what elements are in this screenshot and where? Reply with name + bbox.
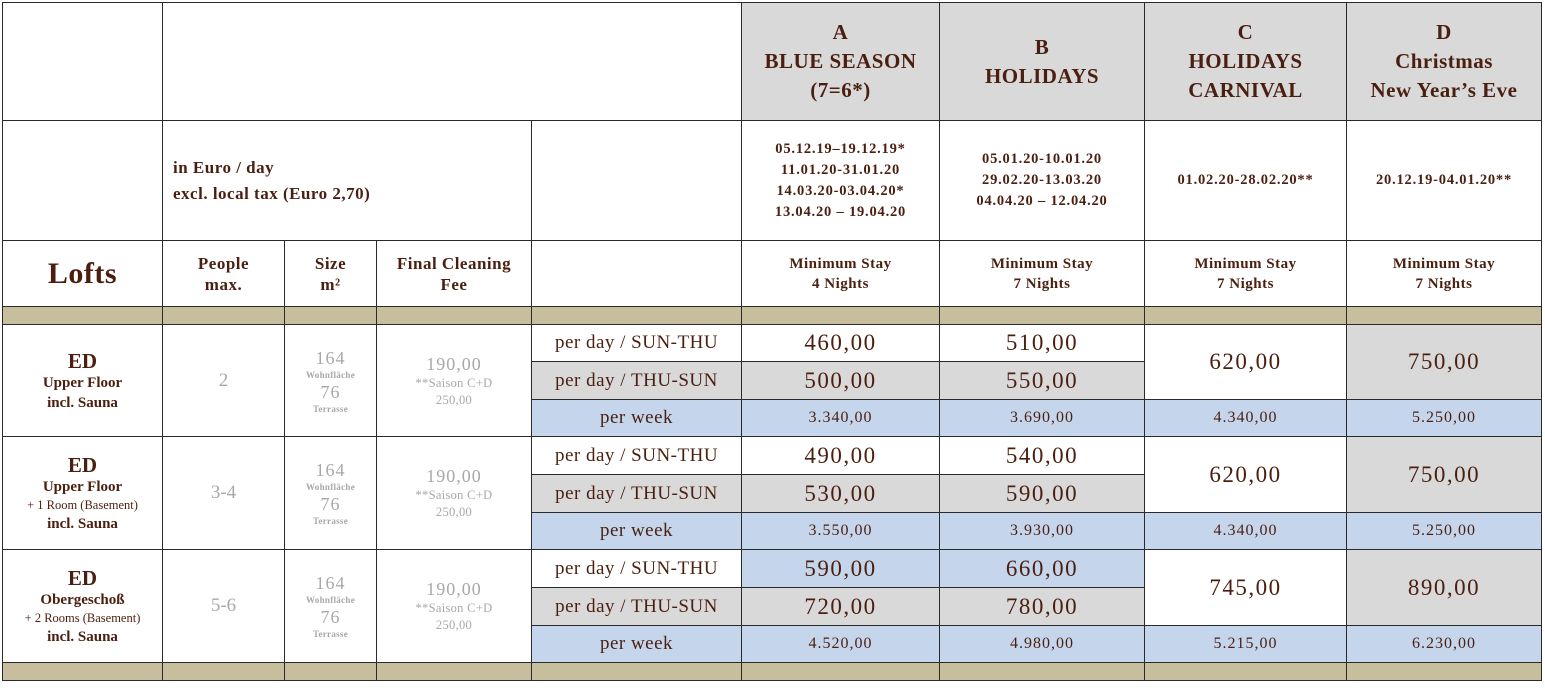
date-range: 04.04.20 – 12.04.20	[976, 193, 1108, 209]
loft-1-d-week: 5.250,00	[1347, 400, 1542, 437]
loft-2-c-week: 4.340,00	[1145, 513, 1347, 550]
loft-3-c-week: 5.215,00	[1145, 626, 1347, 663]
fee-header-line: Fee	[440, 274, 468, 294]
loft-1-a-thu-sun: 500,00	[742, 362, 940, 400]
season-a-header	[742, 3, 940, 121]
season-b-min-stay	[940, 241, 1145, 307]
currency-note: in Euro / day	[173, 157, 275, 177]
period-week: per week	[532, 513, 742, 550]
season-c-dates	[1145, 121, 1347, 241]
loft-2-a-week: 3.550,00	[742, 513, 940, 550]
loft-1-b-week: 3.690,00	[940, 400, 1145, 437]
table-row	[3, 437, 1542, 475]
loft-2-size	[285, 437, 377, 550]
season-b-title: HOLIDAYS	[984, 63, 1100, 88]
loft-1-a-sun-thu: 460,00	[742, 325, 940, 362]
fee-alt: 250,00	[435, 618, 473, 632]
loft-floor: Obergeschoß	[40, 591, 125, 608]
table-row	[3, 325, 1542, 362]
season-b-letter: B	[1034, 34, 1050, 59]
size-living-label: Wohnfläche	[305, 595, 355, 605]
season-d-subtitle: New Year’s Eve	[1370, 78, 1518, 102]
price-table	[2, 2, 1542, 681]
lofts-title: Lofts	[3, 241, 163, 307]
period-sun-thu: per day / SUN-THU	[532, 550, 742, 588]
size-terrace: 76	[320, 494, 341, 514]
period-thu-sun: per day / THU-SUN	[532, 475, 742, 513]
fee-note: **Saison C+D	[415, 601, 493, 615]
fee-alt: 250,00	[435, 392, 473, 407]
loft-rooms: + 1 Room (Basement)	[27, 497, 138, 512]
loft-2-name	[3, 437, 163, 550]
fee-note: **Saison C+D	[415, 375, 493, 390]
loft-sauna: incl. Sauna	[47, 515, 118, 532]
date-range: 20.12.19-04.01.20**	[1375, 172, 1513, 188]
loft-2-d-day: 750,00	[1347, 437, 1542, 513]
date-range: 01.02.20-28.02.20**	[1177, 172, 1314, 188]
loft-2-fee	[377, 437, 532, 550]
people-header-line: max.	[204, 274, 243, 294]
season-c-min-stay	[1145, 241, 1347, 307]
loft-3-a-sun-thu: 590,00	[742, 550, 940, 588]
loft-2-people: 3-4	[163, 437, 285, 550]
min-stay-label: Minimum Stay	[1194, 255, 1297, 272]
season-d-min-stay	[1347, 241, 1542, 307]
loft-3-b-week: 4.980,00	[940, 626, 1145, 663]
size-living: 164	[315, 460, 346, 480]
season-d-header	[1347, 3, 1542, 121]
empty-corner	[3, 3, 163, 121]
loft-1-people: 2	[163, 325, 285, 437]
loft-rooms: + 2 Rooms (Basement)	[24, 610, 141, 625]
size-living-label: Wohnfläche	[305, 482, 355, 492]
empty-header	[163, 3, 742, 121]
size-living-label: Wohnfläche	[305, 369, 355, 380]
loft-2-d-week: 5.250,00	[1347, 513, 1542, 550]
fee-value: 190,00	[426, 466, 482, 486]
loft-1-fee	[377, 325, 532, 437]
separator-row	[3, 663, 1542, 681]
size-terrace-label: Terrasse	[312, 403, 349, 414]
size-terrace-label: Terrasse	[312, 516, 349, 526]
dates-row	[3, 121, 1542, 241]
loft-1-c-week: 4.340,00	[1145, 400, 1347, 437]
min-stay-nights: 7 Nights	[1415, 275, 1473, 292]
period-week: per week	[532, 626, 742, 663]
fee-header-line: Final Cleaning	[396, 253, 512, 273]
season-c-subtitle: CARNIVAL	[1188, 78, 1303, 102]
loft-sauna: incl. Sauna	[47, 394, 118, 411]
min-stay-nights: 4 Nights	[812, 275, 869, 292]
fee-header	[377, 241, 532, 307]
loft-title: ED	[67, 452, 98, 477]
season-a-subtitle: (7=6*)	[810, 78, 871, 102]
loft-3-d-week: 6.230,00	[1347, 626, 1542, 663]
season-a-min-stay	[742, 241, 940, 307]
season-a-letter: A	[832, 20, 849, 44]
fee-value: 190,00	[426, 579, 482, 599]
season-a-dates	[742, 121, 940, 241]
season-b-dates	[940, 121, 1145, 241]
people-header	[163, 241, 285, 307]
empty-cell	[3, 121, 163, 241]
season-b-header	[940, 3, 1145, 121]
period-thu-sun: per day / THU-SUN	[532, 588, 742, 626]
loft-2-b-week: 3.930,00	[940, 513, 1145, 550]
loft-1-size	[285, 325, 377, 437]
separator-row	[3, 307, 1542, 325]
min-stay-nights: 7 Nights	[1013, 275, 1071, 292]
date-range: 05.12.19–19.12.19*	[775, 140, 906, 157]
loft-2-c-day: 620,00	[1145, 437, 1347, 513]
season-d-title: Christmas	[1395, 49, 1493, 73]
season-header-row	[3, 3, 1542, 121]
date-range: 29.02.20-13.03.20	[982, 172, 1102, 188]
date-range: 14.03.20-03.04.20*	[776, 182, 905, 199]
size-terrace: 76	[320, 607, 341, 627]
table-row	[3, 550, 1542, 588]
min-stay-label: Minimum Stay	[1392, 255, 1496, 272]
loft-sauna: incl. Sauna	[47, 628, 118, 645]
size-living: 164	[315, 573, 346, 593]
loft-1-c-day: 620,00	[1145, 325, 1347, 400]
loft-2-a-sun-thu: 490,00	[742, 437, 940, 475]
fee-note: **Saison C+D	[415, 488, 493, 502]
loft-3-c-day: 745,00	[1145, 550, 1347, 626]
fee-value: 190,00	[426, 353, 482, 374]
loft-3-b-thu-sun: 780,00	[940, 588, 1145, 626]
loft-2-a-thu-sun: 530,00	[742, 475, 940, 513]
loft-1-name	[3, 325, 163, 437]
min-stay-nights: 7 Nights	[1217, 275, 1274, 292]
period-thu-sun: per day / THU-SUN	[532, 362, 742, 400]
price-info	[163, 121, 532, 241]
loft-3-d-day: 890,00	[1347, 550, 1542, 626]
loft-1-b-sun-thu: 510,00	[940, 325, 1145, 362]
loft-1-a-week: 3.340,00	[742, 400, 940, 437]
fee-alt: 250,00	[435, 505, 473, 519]
season-c-header	[1145, 3, 1347, 121]
empty-cell	[532, 241, 742, 307]
size-header-line: Size	[314, 253, 347, 273]
loft-3-size	[285, 550, 377, 663]
loft-title: ED	[67, 565, 98, 590]
tax-note: excl. local tax (Euro 2,70)	[173, 183, 371, 203]
loft-3-name	[3, 550, 163, 663]
loft-3-fee	[377, 550, 532, 663]
loft-3-a-thu-sun: 720,00	[742, 588, 940, 626]
loft-3-b-sun-thu: 660,00	[940, 550, 1145, 588]
column-header-row	[3, 241, 1542, 307]
loft-3-a-week: 4.520,00	[742, 626, 940, 663]
loft-floor: Upper Floor	[42, 374, 123, 391]
people-header-line: People	[197, 253, 250, 273]
size-header-line: m²	[320, 274, 341, 294]
min-stay-label: Minimum Stay	[789, 255, 892, 272]
season-a-title: BLUE SEASON	[764, 49, 917, 73]
period-sun-thu: per day / SUN-THU	[532, 437, 742, 475]
period-week: per week	[532, 400, 742, 437]
loft-2-b-sun-thu: 540,00	[940, 437, 1145, 475]
loft-3-people: 5-6	[163, 550, 285, 663]
size-terrace-label: Terrasse	[312, 629, 349, 639]
date-range: 05.01.20-10.01.20	[982, 151, 1102, 167]
loft-title: ED	[67, 348, 98, 373]
loft-2-b-thu-sun: 590,00	[940, 475, 1145, 513]
loft-floor: Upper Floor	[42, 478, 123, 495]
season-c-title: HOLIDAYS	[1188, 49, 1303, 73]
size-terrace: 76	[320, 381, 341, 402]
season-d-letter: D	[1436, 20, 1452, 44]
empty-cell	[532, 121, 742, 241]
size-header	[285, 241, 377, 307]
date-range: 13.04.20 – 19.04.20	[774, 203, 907, 220]
min-stay-label: Minimum Stay	[990, 255, 1094, 272]
season-d-dates	[1347, 121, 1542, 241]
size-living: 164	[315, 347, 346, 368]
loft-1-d-day: 750,00	[1347, 325, 1542, 400]
loft-1-b-thu-sun: 550,00	[940, 362, 1145, 400]
season-c-letter: C	[1237, 20, 1254, 44]
period-sun-thu: per day / SUN-THU	[532, 325, 742, 362]
date-range: 11.01.20-31.01.20	[780, 161, 901, 178]
